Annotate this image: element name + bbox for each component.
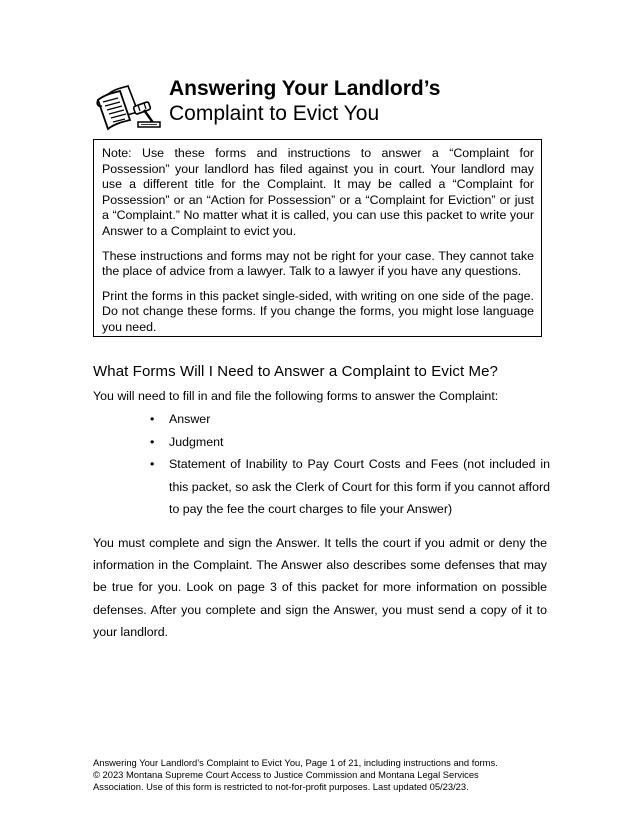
- bullet-icon: •: [150, 412, 155, 426]
- forms-list: [150, 408, 550, 521]
- title-block: [169, 76, 440, 126]
- note-box: [93, 139, 542, 337]
- section-heading: What Forms Will I Need to Answer a Complaint to Evict Me?: [93, 363, 498, 380]
- footer-line: © 2023 Montana Supreme Court Access to Justice Commission and Montana Legal Services: [93, 768, 479, 780]
- section-intro: You will need to fill in and file the following forms to answer the Complaint:: [93, 389, 499, 403]
- page-footer: [93, 757, 523, 792]
- list-item-text: Answer: [169, 412, 211, 426]
- note-paragraph: These instructions and forms may not be right for your case. They cannot take the place of advice from a lawyer. Talk to a lawyer if you have any questions.: [102, 248, 534, 279]
- document-header: [94, 76, 554, 132]
- footer-line: Answering Your Landlord’s Complaint to Evict You, Page 1 of 21, including instructions and forms.: [93, 757, 498, 768]
- page-subtitle: Complaint to Evict You: [169, 102, 380, 125]
- body-paragraph: You must complete and sign the Answer. It tells the court if you admit or deny the information in the Complaint. The Answer also describes some defenses that may be true for you. Look on page 3 of this packet for more information on possible defenses. After you complete and sign the Answer, you must send a copy of it to your landlord.: [93, 536, 547, 639]
- page-title: Answering Your Landlord’s: [169, 77, 441, 100]
- documents-and-gavel-icon: [94, 82, 164, 132]
- bullet-icon: •: [150, 457, 155, 471]
- note-paragraph: Print the forms in this packet single-sided, with writing on one side of the page. Do not change these forms. If you change the forms, you might lose language you need.: [102, 288, 534, 334]
- list-item: [150, 453, 550, 521]
- list-item: [150, 431, 550, 454]
- bullet-icon: •: [150, 434, 155, 449]
- list-item: [150, 408, 550, 431]
- list-item-text: Judgment: [169, 434, 224, 449]
- note-paragraph: Note: Use these forms and instructions to answer a “Complaint for Possession” your landlord has filed against you in court. Your landlord may use a different title for the Complaint. It may be called a “Complaint for Possession” or an “Action for Possession” or a “Complaint for Eviction” or just a “Complaint.” No matter what it is called, you can use this packet to write your Answer to a Complaint to evict you.: [102, 146, 534, 238]
- list-item-text: Statement of Inability to Pay Court Costs and Fees (not included in this packet, so ask the Clerk of Court for this form if you cannot afford to pay the fee the court charges to file your Answer): [169, 457, 550, 516]
- footer-line: Association. Use of this form is restricted to not-for-profit purposes. Last updated 05/23/23.: [93, 780, 469, 792]
